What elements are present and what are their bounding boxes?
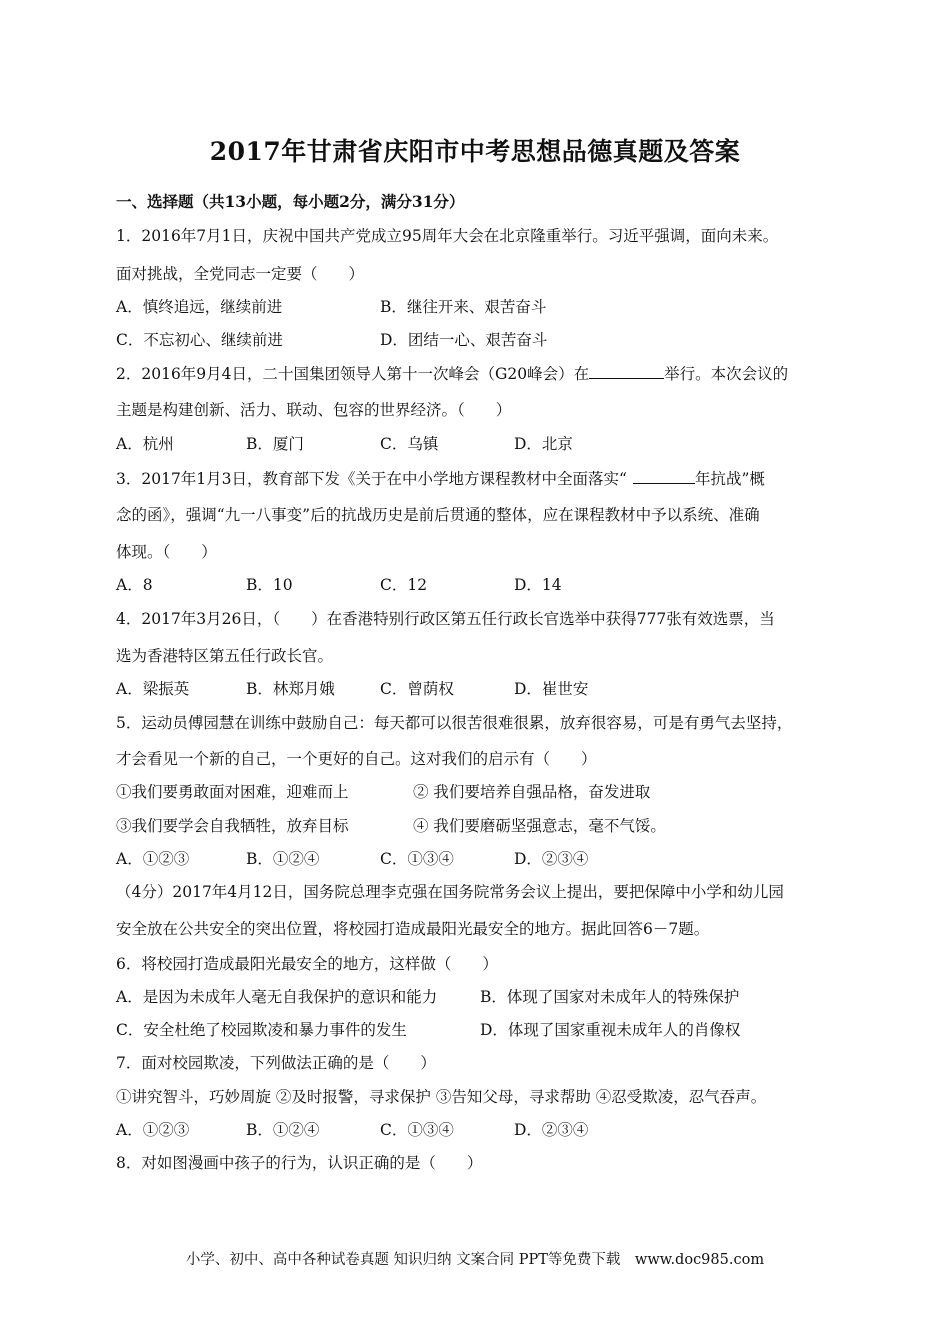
question-7-statements: ①讲究智斗，巧妙周旋 ②及时报警，寻求保护 ③告知父母，寻求帮助 ④忍受欺凌，忍气吞声。 bbox=[116, 1088, 767, 1106]
question-3-option-c: C．12 bbox=[380, 576, 428, 594]
answer-blank bbox=[589, 364, 664, 379]
question-5-statement-2: ② 我们要培养自强品格，奋发进取 bbox=[413, 783, 651, 801]
question-1-option-b: B．继往开来、艰苦奋斗 bbox=[380, 298, 547, 316]
material-text: （4分）2017年4月12日，国务院总理李克强在国务院常务会议上提出，要把保障中小学和幼儿园 bbox=[116, 883, 784, 901]
question-5-statement-1: ①我们要勇敢面对困难，迎难而上 bbox=[116, 783, 349, 801]
page-footer: 小学、初中、高中各种试卷真题 知识归纳 文案合同 PPT等免费下载 www.doc985.com bbox=[185, 1252, 765, 1268]
question-5-text: 5．运动员傅园慧在训练中鼓励自己：每天都可以很苦很难很累，放弃很容易，可是有勇气去坚持， bbox=[116, 714, 793, 732]
question-1-option-d: D．团结一心、艰苦奋斗 bbox=[380, 331, 548, 349]
question-7-option-d: D．②③④ bbox=[514, 1121, 589, 1139]
question-2-option-b: B．厦门 bbox=[246, 435, 304, 453]
question-1-option-a: A．慎终追远，继续前进 bbox=[116, 298, 283, 316]
material-text-cont: 安全放在公共安全的突出位置，将校园打造成最阳光最安全的地方。据此回答6－7题。 bbox=[116, 920, 710, 938]
question-3-option-d: D．14 bbox=[514, 576, 562, 594]
question-1-text-cont: 面对挑战，全党同志一定要（ ） bbox=[116, 265, 365, 283]
question-4-option-c: C．曾荫权 bbox=[380, 680, 454, 698]
question-8-text: 8．对如图漫画中孩子的行为，认识正确的是（ ） bbox=[116, 1154, 483, 1172]
question-2-text-part1: 2．2016年9月4日，二十国集团领导人第十一次峰会（G20峰会）在 bbox=[116, 365, 590, 383]
question-3-text-cont: 念的函》，强调“九一八事变”后的抗战历史是前后贯通的整体，应在课程教材中予以系统、准确 bbox=[116, 506, 760, 524]
question-2-text-cont: 主题是构建创新、活力、联动、包容的世界经济。（ ） bbox=[116, 401, 512, 419]
question-4-option-d: D．崔世安 bbox=[514, 680, 589, 698]
question-7-text: 7．面对校园欺凌，下列做法正确的是（ ） bbox=[116, 1054, 436, 1072]
question-5-statement-3: ③我们要学会自我牺牲，放弃目标 bbox=[116, 817, 349, 835]
question-6-text: 6．将校园打造成最阳光最安全的地方，这样做（ ） bbox=[116, 955, 498, 973]
question-3-text bbox=[116, 467, 765, 489]
question-3-text-part1: 3．2017年1月3日，教育部下发《关于在中小学地方课程教材中全面落实“ bbox=[116, 470, 627, 488]
question-4-option-a: A．梁振英 bbox=[116, 680, 190, 698]
question-2-option-d: D．北京 bbox=[514, 435, 573, 453]
question-1-option-c: C．不忘初心、继续前进 bbox=[116, 331, 283, 349]
question-6-option-d: D．体现了国家重视未成年人的肖像权 bbox=[480, 1021, 741, 1039]
question-5-option-b: B．①②④ bbox=[246, 850, 320, 868]
question-6-option-c: C．安全杜绝了校园欺凌和暴力事件的发生 bbox=[116, 1021, 407, 1039]
question-3-text-part2: 年抗战”概 bbox=[694, 470, 765, 488]
question-5-option-d: D．②③④ bbox=[514, 850, 589, 868]
question-4-text-cont: 选为香港特区第五任行政长官。 bbox=[116, 647, 334, 665]
section-heading: 一、选择题（共13小题，每小题2分，满分31分） bbox=[116, 192, 465, 211]
question-1-text: 1．2016年7月1日，庆祝中国共产党成立95周年大会在北京隆重举行。习近平强调，面向未来。 bbox=[116, 227, 779, 245]
answer-blank bbox=[633, 469, 695, 484]
page-title: 2017年甘肃省庆阳市中考思想品德真题及答案 bbox=[209, 137, 741, 166]
question-3-option-b: B．10 bbox=[246, 576, 293, 594]
question-6-option-b: B．体现了国家对未成年人的特殊保护 bbox=[480, 988, 740, 1006]
question-7-option-b: B．①②④ bbox=[246, 1121, 320, 1139]
question-2-text-part2: 举行。本次会议的 bbox=[664, 365, 789, 383]
question-5-option-a: A．①②③ bbox=[116, 850, 190, 868]
question-4-text: 4．2017年3月26日，（ ）在香港特别行政区第五任行政长官选举中获得777张有效选票，当 bbox=[116, 610, 775, 628]
question-2-option-a: A．杭州 bbox=[116, 435, 174, 453]
question-5-text-cont: 才会看见一个新的自己，一个更好的自己。这对我们的启示有（ ） bbox=[116, 750, 597, 768]
question-2-text bbox=[116, 362, 788, 384]
question-5-statement-4: ④ 我们要磨砺坚强意志，毫不气馁。 bbox=[413, 817, 666, 835]
question-2-option-c: C．乌镇 bbox=[380, 435, 439, 453]
question-3-option-a: A．8 bbox=[116, 576, 153, 594]
question-7-option-c: C．①③④ bbox=[380, 1121, 454, 1139]
question-4-option-b: B．林郑月娥 bbox=[246, 680, 335, 698]
question-5-option-c: C．①③④ bbox=[380, 850, 454, 868]
question-6-option-a: A．是因为未成年人毫无自我保护的意识和能力 bbox=[116, 988, 438, 1006]
question-3-text-end: 体现。（ ） bbox=[116, 543, 217, 561]
question-7-option-a: A．①②③ bbox=[116, 1121, 190, 1139]
